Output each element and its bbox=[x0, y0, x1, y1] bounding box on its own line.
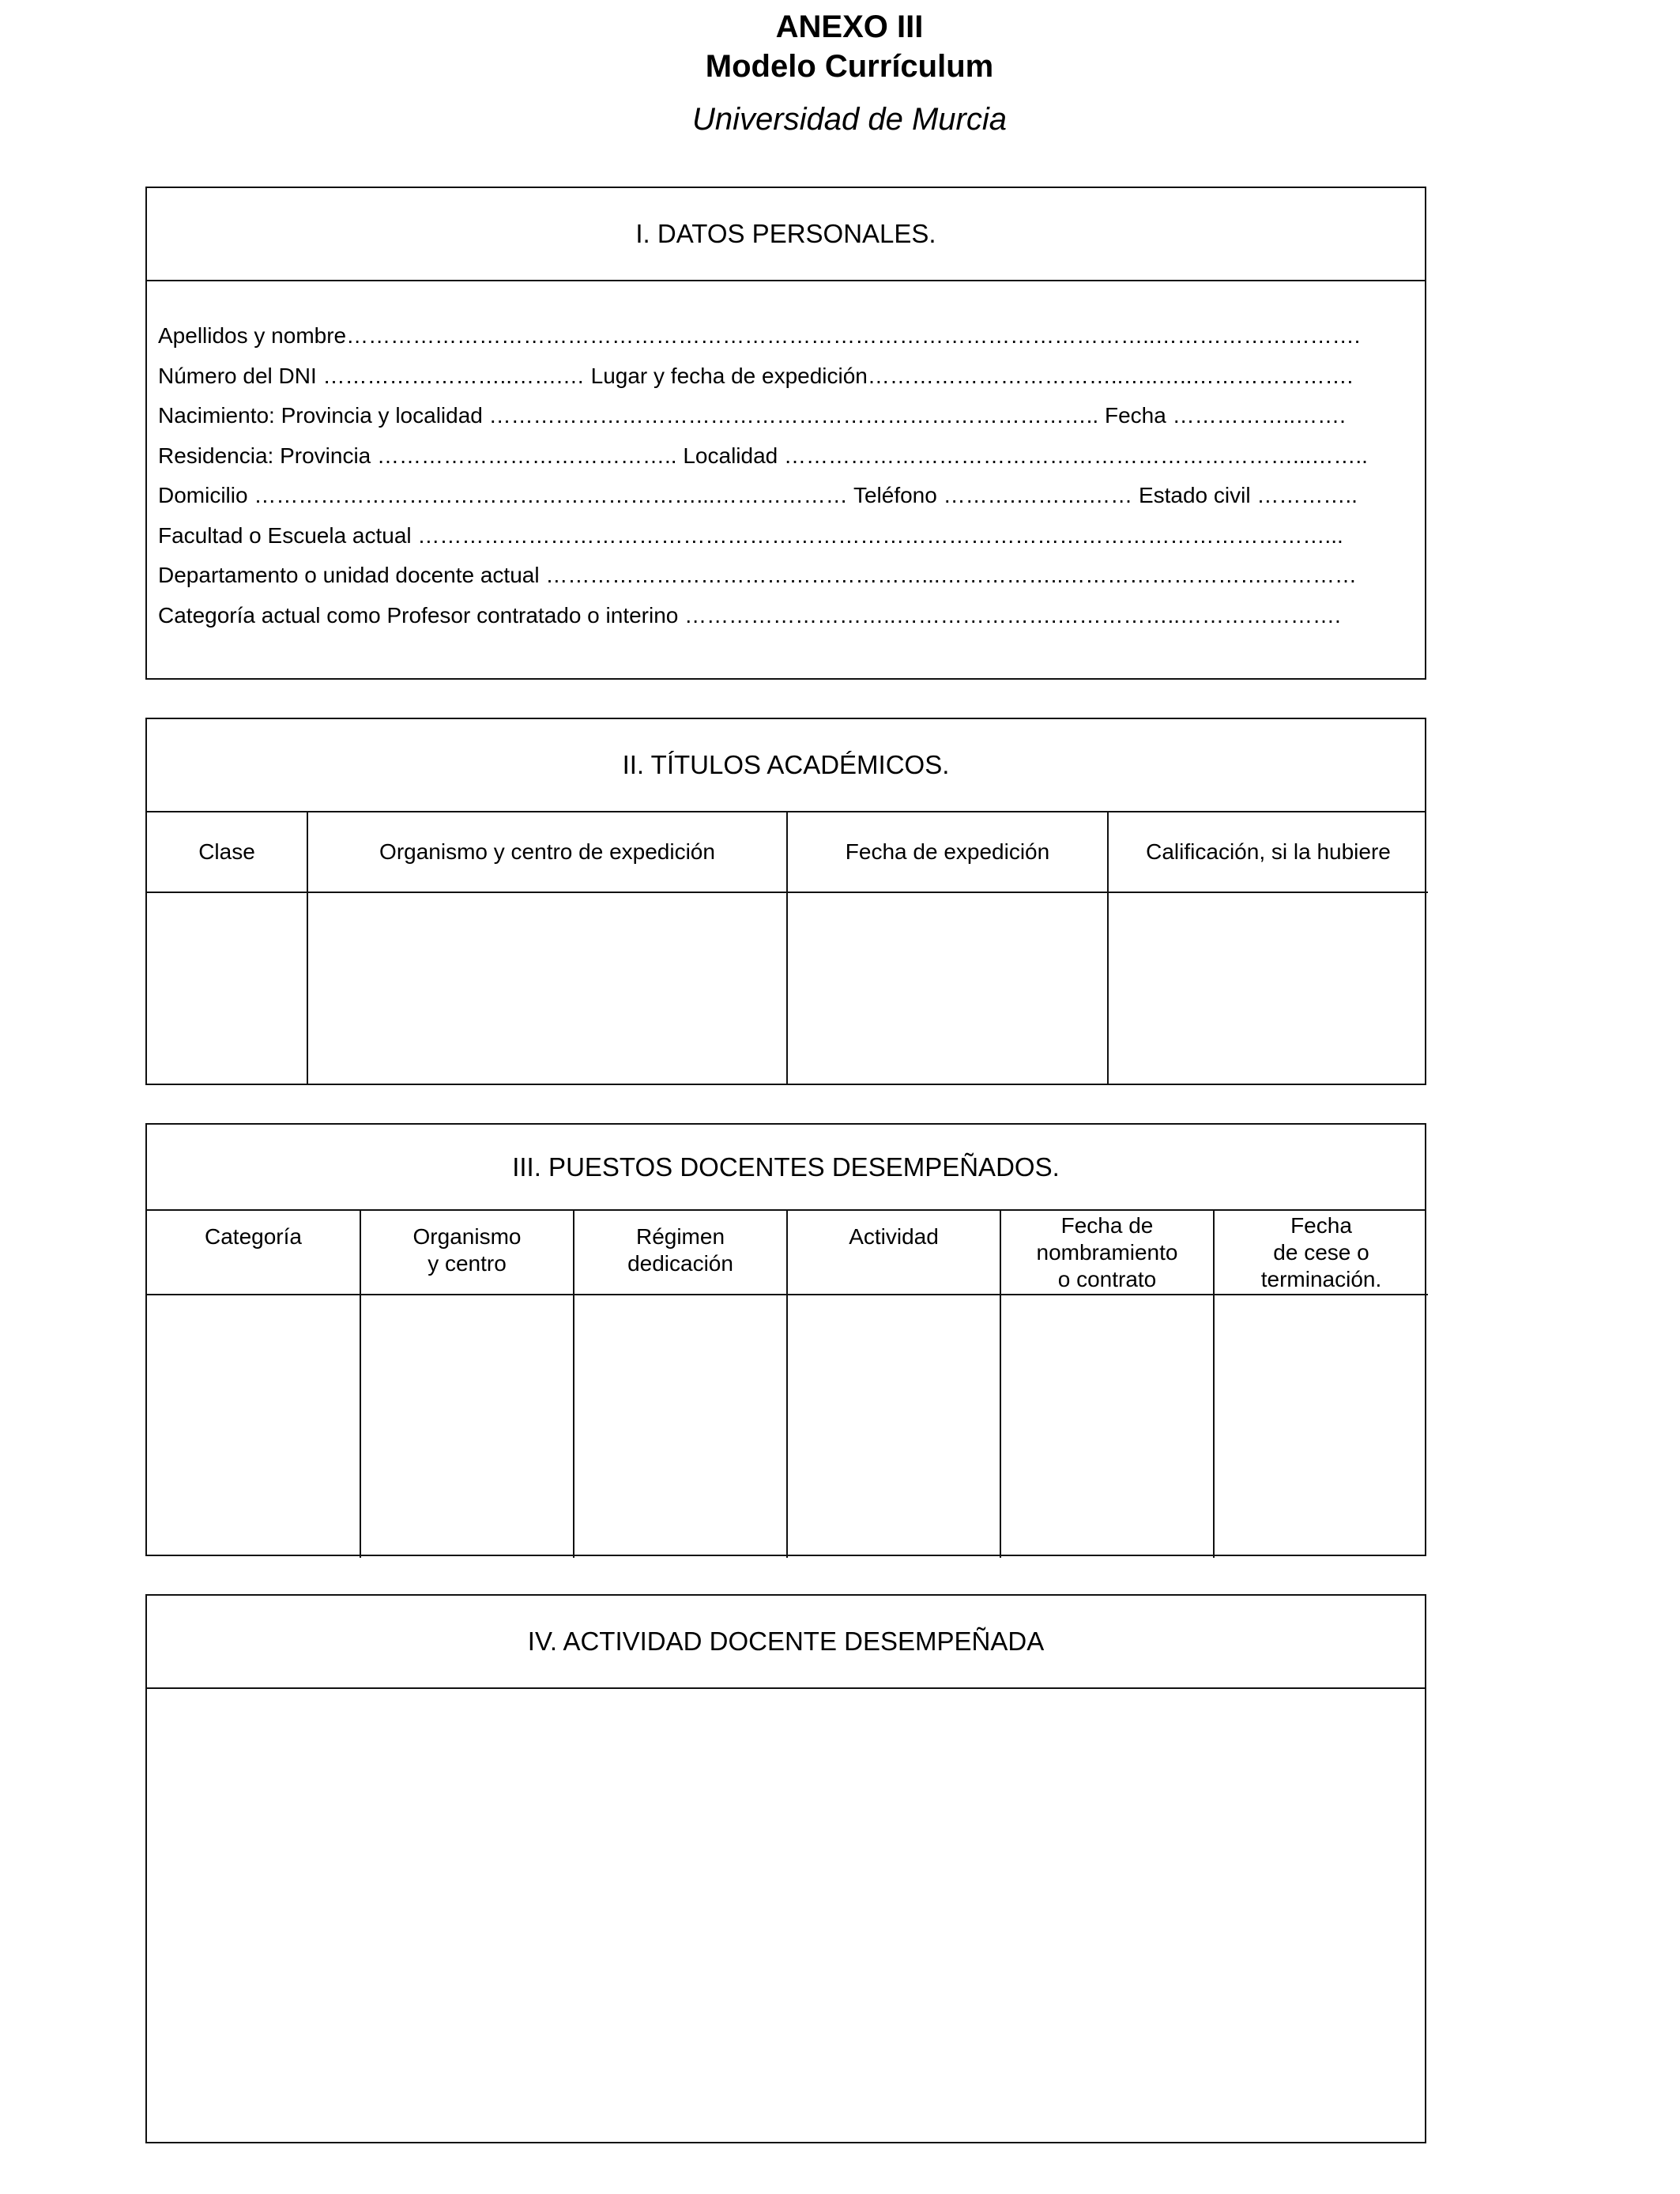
field-faculty[interactable]: Facultad o Escuela actual ……………………………………………………………………………………………………………... bbox=[158, 522, 1343, 548]
model-title: Modelo Currículum bbox=[705, 49, 994, 84]
column-header-body-center: Organismo y centro bbox=[360, 1211, 574, 1295]
column-header-issuing-body: Organismo y centro de expedición bbox=[307, 812, 787, 892]
column-header-appointment-date: Fecha de nombramiento o contrato bbox=[1000, 1211, 1214, 1295]
cell-issuing-body[interactable] bbox=[307, 892, 787, 1084]
cell-dedication[interactable] bbox=[574, 1295, 787, 1558]
column-header-activity: Actividad bbox=[787, 1211, 1000, 1295]
cell-end-date[interactable] bbox=[1214, 1295, 1428, 1558]
cell-activity[interactable] bbox=[787, 1295, 1000, 1558]
personal-data-title: I. DATOS PERSONALES. bbox=[147, 188, 1425, 281]
teaching-positions-section bbox=[145, 1123, 1426, 1556]
academic-titles-table bbox=[147, 812, 1428, 1084]
teaching-activity-title: IV. ACTIVIDAD DOCENTE DESEMPEÑADA bbox=[147, 1596, 1425, 1689]
academic-titles-title: II. TÍTULOS ACADÉMICOS. bbox=[147, 719, 1425, 812]
field-department[interactable]: Departamento o unidad docente actual ……………………………………………...……………..……………………….………… bbox=[158, 563, 1358, 587]
column-header-class: Clase bbox=[147, 812, 307, 892]
personal-data-section bbox=[145, 187, 1426, 680]
field-birth[interactable]: Nacimiento: Provincia y localidad ……………………………………………………………………….. Fecha ……………..……. bbox=[158, 403, 1346, 428]
teaching-positions-title: III. PUESTOS DOCENTES DESEMPEÑADOS. bbox=[147, 1125, 1425, 1211]
cell-grade[interactable] bbox=[1108, 892, 1428, 1084]
cell-issue-date[interactable] bbox=[787, 892, 1108, 1084]
cell-appointment-date[interactable] bbox=[1000, 1295, 1214, 1558]
teaching-activity-area[interactable] bbox=[147, 1689, 1425, 2141]
cell-category[interactable] bbox=[147, 1295, 360, 1558]
teaching-activity-section bbox=[145, 1594, 1426, 2143]
field-full-name[interactable]: Apellidos y nombre………………………………………………………………………………………………..………………………. bbox=[158, 323, 1361, 348]
field-address[interactable]: Domicilio ……………………………………………………...……………… Teléfono ……….……….…… Estado civil ………….. bbox=[158, 483, 1358, 507]
cell-body-center[interactable] bbox=[360, 1295, 574, 1558]
column-header-grade: Calificación, si la hubiere bbox=[1108, 812, 1428, 892]
personal-data-fields bbox=[147, 281, 1425, 635]
annex-title: ANEXO III bbox=[775, 9, 924, 44]
teaching-positions-table bbox=[147, 1211, 1428, 1558]
table-row bbox=[147, 892, 1428, 1084]
field-residence[interactable]: Residencia: Provincia ………………………………….. Localidad ……………………………………………………………...…….. bbox=[158, 443, 1368, 468]
column-header-dedication: Régimen dedicación bbox=[574, 1211, 787, 1295]
field-dni[interactable]: Número del DNI ……………………..…….… Lugar y fecha de expedición……………………………..…..…..…………………. bbox=[158, 363, 1354, 388]
column-header-end-date: Fecha de cese o terminación. bbox=[1214, 1211, 1428, 1295]
cell-class[interactable] bbox=[147, 892, 307, 1084]
column-header-issue-date: Fecha de expedición bbox=[787, 812, 1108, 892]
university-name: Universidad de Murcia bbox=[692, 102, 1007, 137]
academic-titles-section bbox=[145, 718, 1426, 1085]
column-header-category: Categoría bbox=[147, 1211, 360, 1295]
field-category[interactable]: Categoría actual como Profesor contratado o interino ………………………..………………….……………..…………………. bbox=[158, 602, 1341, 628]
table-row bbox=[147, 1295, 1428, 1558]
